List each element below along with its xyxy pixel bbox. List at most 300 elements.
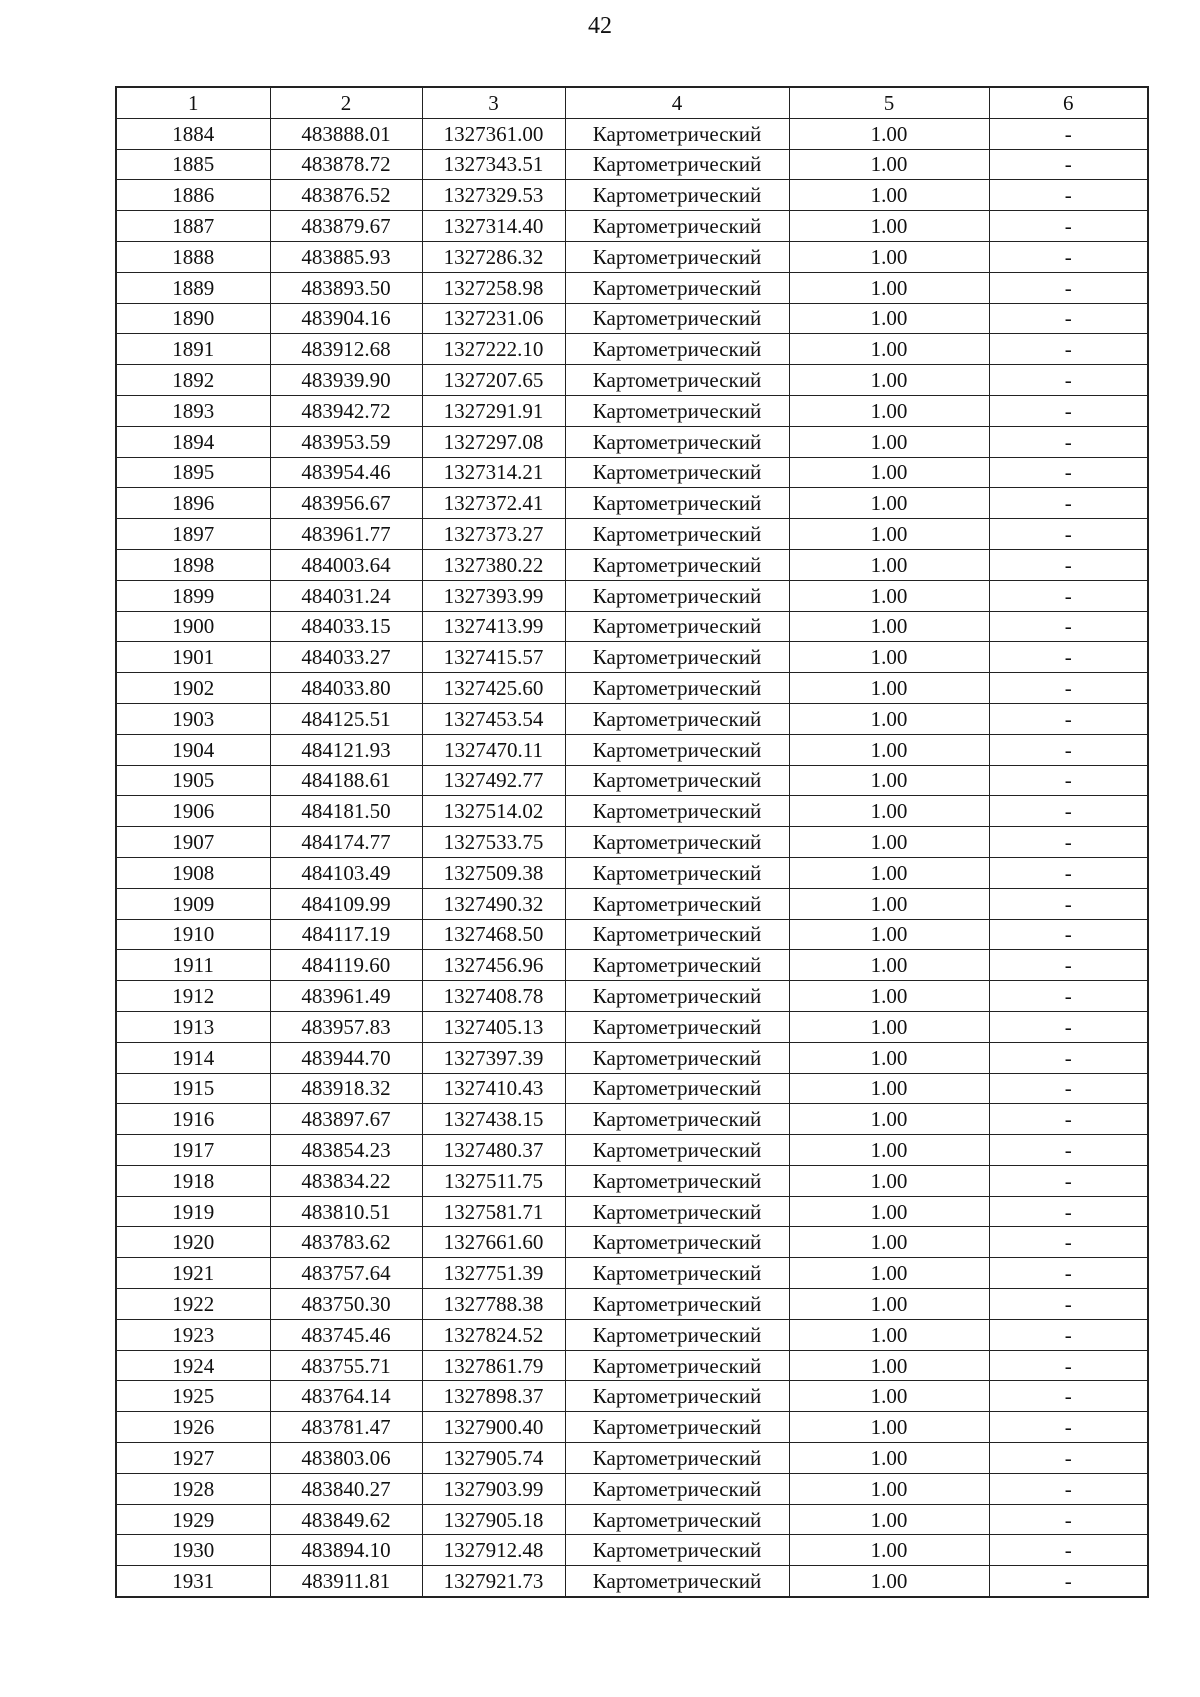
table-row (116, 673, 1148, 704)
cell-note: - (989, 241, 1148, 272)
table-row (116, 642, 1148, 673)
cell-accuracy: 1.00 (789, 211, 989, 242)
cell-method: Картометрический (565, 642, 789, 673)
cell-coordinate-x: 483745.46 (270, 1319, 422, 1350)
table-row (116, 950, 1148, 981)
cell-method: Картометрический (565, 118, 789, 149)
cell-note: - (989, 1196, 1148, 1227)
cell-note: - (989, 611, 1148, 642)
table-row (116, 1350, 1148, 1381)
cell-coordinate-y: 1327492.77 (422, 765, 565, 796)
cell-note: - (989, 765, 1148, 796)
table-row (116, 1135, 1148, 1166)
cell-accuracy: 1.00 (789, 549, 989, 580)
cell-coordinate-y: 1327425.60 (422, 673, 565, 704)
cell-note: - (989, 888, 1148, 919)
cell-coordinate-x: 483918.32 (270, 1073, 422, 1104)
cell-coordinate-y: 1327453.54 (422, 703, 565, 734)
cell-coordinate-y: 1327470.11 (422, 734, 565, 765)
cell-method: Картометрический (565, 1104, 789, 1135)
cell-accuracy: 1.00 (789, 1350, 989, 1381)
cell-coordinate-y: 1327533.75 (422, 827, 565, 858)
cell-note: - (989, 1504, 1148, 1535)
cell-note: - (989, 827, 1148, 858)
cell-method: Картометрический (565, 1443, 789, 1474)
table-row (116, 118, 1148, 149)
cell-coordinate-y: 1327514.02 (422, 796, 565, 827)
cell-coordinate-y: 1327222.10 (422, 334, 565, 365)
table-row (116, 827, 1148, 858)
cell-accuracy: 1.00 (789, 334, 989, 365)
cell-coordinate-x: 483849.62 (270, 1504, 422, 1535)
cell-coordinate-x: 483781.47 (270, 1412, 422, 1443)
cell-coordinate-x: 484119.60 (270, 950, 422, 981)
cell-coordinate-x: 483954.46 (270, 457, 422, 488)
cell-point-number: 1923 (116, 1319, 270, 1350)
cell-method: Картометрический (565, 457, 789, 488)
table-row (116, 580, 1148, 611)
table-row (116, 1289, 1148, 1320)
table-row (116, 1196, 1148, 1227)
cell-note: - (989, 950, 1148, 981)
table-row (116, 272, 1148, 303)
cell-accuracy: 1.00 (789, 1196, 989, 1227)
cell-method: Картометрический (565, 765, 789, 796)
cell-point-number: 1902 (116, 673, 270, 704)
table-row (116, 1165, 1148, 1196)
table-row (116, 1566, 1148, 1597)
cell-coordinate-y: 1327286.32 (422, 241, 565, 272)
column-header-3: 3 (422, 87, 565, 118)
cell-accuracy: 1.00 (789, 796, 989, 827)
cell-point-number: 1894 (116, 426, 270, 457)
cell-coordinate-x: 483904.16 (270, 303, 422, 334)
cell-coordinate-x: 483953.59 (270, 426, 422, 457)
cell-accuracy: 1.00 (789, 149, 989, 180)
cell-coordinate-x: 483757.64 (270, 1258, 422, 1289)
cell-accuracy: 1.00 (789, 1566, 989, 1597)
cell-accuracy: 1.00 (789, 365, 989, 396)
cell-accuracy: 1.00 (789, 1319, 989, 1350)
cell-note: - (989, 1535, 1148, 1566)
cell-coordinate-y: 1327372.41 (422, 488, 565, 519)
table-row (116, 611, 1148, 642)
table-row (116, 1042, 1148, 1073)
cell-accuracy: 1.00 (789, 703, 989, 734)
cell-point-number: 1898 (116, 549, 270, 580)
table-row (116, 395, 1148, 426)
cell-accuracy: 1.00 (789, 1073, 989, 1104)
cell-method: Картометрический (565, 827, 789, 858)
cell-point-number: 1931 (116, 1566, 270, 1597)
table-row (116, 549, 1148, 580)
cell-accuracy: 1.00 (789, 765, 989, 796)
cell-point-number: 1919 (116, 1196, 270, 1227)
cell-note: - (989, 303, 1148, 334)
cell-note: - (989, 796, 1148, 827)
cell-coordinate-x: 484188.61 (270, 765, 422, 796)
cell-accuracy: 1.00 (789, 827, 989, 858)
cell-point-number: 1912 (116, 981, 270, 1012)
cell-point-number: 1899 (116, 580, 270, 611)
cell-coordinate-x: 483897.67 (270, 1104, 422, 1135)
cell-coordinate-x: 483957.83 (270, 1011, 422, 1042)
cell-method: Картометрический (565, 888, 789, 919)
cell-coordinate-y: 1327393.99 (422, 580, 565, 611)
cell-coordinate-y: 1327405.13 (422, 1011, 565, 1042)
cell-coordinate-x: 484117.19 (270, 919, 422, 950)
cell-coordinate-x: 484121.93 (270, 734, 422, 765)
cell-point-number: 1927 (116, 1443, 270, 1474)
cell-coordinate-y: 1327410.43 (422, 1073, 565, 1104)
cell-point-number: 1920 (116, 1227, 270, 1258)
cell-method: Картометрический (565, 241, 789, 272)
table-row (116, 1258, 1148, 1289)
cell-accuracy: 1.00 (789, 1104, 989, 1135)
cell-accuracy: 1.00 (789, 1381, 989, 1412)
cell-point-number: 1911 (116, 950, 270, 981)
cell-coordinate-x: 483750.30 (270, 1289, 422, 1320)
cell-note: - (989, 1412, 1148, 1443)
cell-coordinate-x: 483911.81 (270, 1566, 422, 1597)
table-row (116, 241, 1148, 272)
cell-accuracy: 1.00 (789, 519, 989, 550)
cell-method: Картометрический (565, 334, 789, 365)
cell-method: Картометрический (565, 426, 789, 457)
cell-point-number: 1903 (116, 703, 270, 734)
cell-coordinate-x: 483854.23 (270, 1135, 422, 1166)
cell-coordinate-y: 1327413.99 (422, 611, 565, 642)
coordinates-table (115, 86, 1149, 1598)
cell-point-number: 1886 (116, 180, 270, 211)
cell-accuracy: 1.00 (789, 642, 989, 673)
cell-coordinate-x: 483961.77 (270, 519, 422, 550)
column-header-1: 1 (116, 87, 270, 118)
cell-method: Картометрический (565, 611, 789, 642)
cell-coordinate-x: 483956.67 (270, 488, 422, 519)
cell-coordinate-x: 484181.50 (270, 796, 422, 827)
cell-coordinate-x: 483888.01 (270, 118, 422, 149)
cell-method: Картометрический (565, 981, 789, 1012)
cell-method: Картометрический (565, 549, 789, 580)
cell-method: Картометрический (565, 180, 789, 211)
table-row (116, 488, 1148, 519)
cell-coordinate-y: 1327490.32 (422, 888, 565, 919)
cell-point-number: 1926 (116, 1412, 270, 1443)
cell-note: - (989, 919, 1148, 950)
table-row (116, 888, 1148, 919)
cell-point-number: 1905 (116, 765, 270, 796)
cell-method: Картометрический (565, 395, 789, 426)
cell-coordinate-x: 483885.93 (270, 241, 422, 272)
cell-point-number: 1891 (116, 334, 270, 365)
cell-note: - (989, 1350, 1148, 1381)
cell-accuracy: 1.00 (789, 1011, 989, 1042)
cell-note: - (989, 673, 1148, 704)
cell-point-number: 1887 (116, 211, 270, 242)
cell-accuracy: 1.00 (789, 1165, 989, 1196)
cell-accuracy: 1.00 (789, 488, 989, 519)
table-row (116, 149, 1148, 180)
cell-note: - (989, 180, 1148, 211)
table-row (116, 1473, 1148, 1504)
cell-accuracy: 1.00 (789, 180, 989, 211)
cell-note: - (989, 981, 1148, 1012)
cell-method: Картометрический (565, 1412, 789, 1443)
cell-coordinate-x: 484103.49 (270, 857, 422, 888)
cell-method: Картометрический (565, 1073, 789, 1104)
table-row (116, 1535, 1148, 1566)
cell-method: Картометрический (565, 1135, 789, 1166)
cell-coordinate-y: 1327343.51 (422, 149, 565, 180)
cell-method: Картометрический (565, 1535, 789, 1566)
cell-coordinate-y: 1327258.98 (422, 272, 565, 303)
cell-coordinate-y: 1327581.71 (422, 1196, 565, 1227)
table-row (116, 919, 1148, 950)
cell-method: Картометрический (565, 303, 789, 334)
column-header-6: 6 (989, 87, 1148, 118)
table-row (116, 734, 1148, 765)
cell-coordinate-y: 1327329.53 (422, 180, 565, 211)
cell-method: Картометрический (565, 1289, 789, 1320)
cell-coordinate-x: 484033.80 (270, 673, 422, 704)
cell-accuracy: 1.00 (789, 1227, 989, 1258)
cell-method: Картометрический (565, 1011, 789, 1042)
cell-point-number: 1901 (116, 642, 270, 673)
cell-point-number: 1914 (116, 1042, 270, 1073)
cell-coordinate-y: 1327898.37 (422, 1381, 565, 1412)
cell-coordinate-x: 483942.72 (270, 395, 422, 426)
cell-coordinate-x: 484109.99 (270, 888, 422, 919)
cell-method: Картометрический (565, 1042, 789, 1073)
cell-method: Картометрический (565, 519, 789, 550)
cell-coordinate-y: 1327380.22 (422, 549, 565, 580)
cell-point-number: 1904 (116, 734, 270, 765)
table-header-row (116, 87, 1148, 118)
cell-coordinate-y: 1327297.08 (422, 426, 565, 457)
table-row (116, 796, 1148, 827)
cell-coordinate-y: 1327751.39 (422, 1258, 565, 1289)
cell-note: - (989, 1011, 1148, 1042)
cell-note: - (989, 1073, 1148, 1104)
cell-method: Картометрический (565, 703, 789, 734)
table-row (116, 981, 1148, 1012)
cell-accuracy: 1.00 (789, 888, 989, 919)
cell-coordinate-y: 1327291.91 (422, 395, 565, 426)
cell-method: Картометрический (565, 796, 789, 827)
cell-coordinate-x: 483912.68 (270, 334, 422, 365)
table-row (116, 1381, 1148, 1412)
cell-method: Картометрический (565, 857, 789, 888)
cell-method: Картометрический (565, 1319, 789, 1350)
cell-method: Картометрический (565, 1350, 789, 1381)
cell-coordinate-y: 1327314.21 (422, 457, 565, 488)
cell-note: - (989, 1443, 1148, 1474)
table-row (116, 1443, 1148, 1474)
cell-point-number: 1889 (116, 272, 270, 303)
cell-coordinate-y: 1327480.37 (422, 1135, 565, 1166)
cell-point-number: 1892 (116, 365, 270, 396)
cell-method: Картометрический (565, 580, 789, 611)
cell-method: Картометрический (565, 1473, 789, 1504)
cell-method: Картометрический (565, 1381, 789, 1412)
table-row (116, 334, 1148, 365)
cell-accuracy: 1.00 (789, 303, 989, 334)
cell-method: Картометрический (565, 365, 789, 396)
cell-point-number: 1888 (116, 241, 270, 272)
cell-coordinate-x: 483755.71 (270, 1350, 422, 1381)
table-row (116, 1504, 1148, 1535)
cell-point-number: 1885 (116, 149, 270, 180)
cell-accuracy: 1.00 (789, 981, 989, 1012)
cell-accuracy: 1.00 (789, 241, 989, 272)
cell-method: Картометрический (565, 1196, 789, 1227)
cell-accuracy: 1.00 (789, 611, 989, 642)
cell-coordinate-y: 1327408.78 (422, 981, 565, 1012)
cell-point-number: 1910 (116, 919, 270, 950)
cell-point-number: 1895 (116, 457, 270, 488)
page-number: 42 (588, 13, 612, 39)
cell-coordinate-y: 1327900.40 (422, 1412, 565, 1443)
cell-point-number: 1900 (116, 611, 270, 642)
cell-method: Картометрический (565, 734, 789, 765)
cell-coordinate-y: 1327397.39 (422, 1042, 565, 1073)
cell-note: - (989, 457, 1148, 488)
cell-coordinate-y: 1327912.48 (422, 1535, 565, 1566)
cell-point-number: 1928 (116, 1473, 270, 1504)
cell-note: - (989, 1165, 1148, 1196)
cell-coordinate-y: 1327509.38 (422, 857, 565, 888)
cell-point-number: 1925 (116, 1381, 270, 1412)
cell-coordinate-y: 1327921.73 (422, 1566, 565, 1597)
cell-point-number: 1893 (116, 395, 270, 426)
cell-coordinate-y: 1327905.74 (422, 1443, 565, 1474)
cell-coordinate-y: 1327861.79 (422, 1350, 565, 1381)
cell-coordinate-x: 484003.64 (270, 549, 422, 580)
cell-point-number: 1930 (116, 1535, 270, 1566)
column-header-2: 2 (270, 87, 422, 118)
cell-note: - (989, 734, 1148, 765)
table-row (116, 457, 1148, 488)
cell-note: - (989, 211, 1148, 242)
cell-coordinate-x: 483893.50 (270, 272, 422, 303)
cell-note: - (989, 580, 1148, 611)
cell-accuracy: 1.00 (789, 1135, 989, 1166)
table-row (116, 1104, 1148, 1135)
cell-coordinate-x: 483783.62 (270, 1227, 422, 1258)
cell-note: - (989, 365, 1148, 396)
table-row (116, 1412, 1148, 1443)
cell-point-number: 1896 (116, 488, 270, 519)
cell-point-number: 1921 (116, 1258, 270, 1289)
cell-point-number: 1884 (116, 118, 270, 149)
cell-note: - (989, 149, 1148, 180)
cell-note: - (989, 857, 1148, 888)
cell-point-number: 1906 (116, 796, 270, 827)
cell-note: - (989, 1566, 1148, 1597)
cell-accuracy: 1.00 (789, 580, 989, 611)
cell-coordinate-y: 1327415.57 (422, 642, 565, 673)
cell-point-number: 1890 (116, 303, 270, 334)
cell-coordinate-y: 1327207.65 (422, 365, 565, 396)
cell-coordinate-x: 483764.14 (270, 1381, 422, 1412)
cell-accuracy: 1.00 (789, 1412, 989, 1443)
cell-point-number: 1897 (116, 519, 270, 550)
cell-coordinate-y: 1327231.06 (422, 303, 565, 334)
cell-note: - (989, 549, 1148, 580)
cell-coordinate-x: 484174.77 (270, 827, 422, 858)
cell-note: - (989, 488, 1148, 519)
cell-method: Картометрический (565, 211, 789, 242)
cell-method: Картометрический (565, 1504, 789, 1535)
cell-note: - (989, 426, 1148, 457)
cell-coordinate-x: 483879.67 (270, 211, 422, 242)
table-row (116, 519, 1148, 550)
cell-coordinate-y: 1327511.75 (422, 1165, 565, 1196)
table-row (116, 211, 1148, 242)
cell-coordinate-x: 483894.10 (270, 1535, 422, 1566)
table-body (116, 118, 1148, 1597)
cell-accuracy: 1.00 (789, 1042, 989, 1073)
cell-note: - (989, 1289, 1148, 1320)
cell-method: Картометрический (565, 1165, 789, 1196)
table-row (116, 365, 1148, 396)
table-row (116, 765, 1148, 796)
cell-method: Картометрический (565, 950, 789, 981)
cell-accuracy: 1.00 (789, 1535, 989, 1566)
cell-point-number: 1907 (116, 827, 270, 858)
cell-point-number: 1916 (116, 1104, 270, 1135)
table-row (116, 1227, 1148, 1258)
cell-point-number: 1924 (116, 1350, 270, 1381)
table-row (116, 703, 1148, 734)
table-row (116, 303, 1148, 334)
cell-point-number: 1922 (116, 1289, 270, 1320)
cell-coordinate-x: 483944.70 (270, 1042, 422, 1073)
cell-accuracy: 1.00 (789, 1473, 989, 1504)
cell-coordinate-x: 483840.27 (270, 1473, 422, 1504)
cell-note: - (989, 1135, 1148, 1166)
cell-coordinate-x: 483810.51 (270, 1196, 422, 1227)
cell-accuracy: 1.00 (789, 426, 989, 457)
cell-point-number: 1915 (116, 1073, 270, 1104)
cell-coordinate-x: 483961.49 (270, 981, 422, 1012)
table-row (116, 426, 1148, 457)
cell-point-number: 1909 (116, 888, 270, 919)
table-row (116, 1319, 1148, 1350)
cell-point-number: 1918 (116, 1165, 270, 1196)
cell-accuracy: 1.00 (789, 1504, 989, 1535)
cell-coordinate-y: 1327361.00 (422, 118, 565, 149)
cell-coordinate-y: 1327438.15 (422, 1104, 565, 1135)
cell-note: - (989, 1319, 1148, 1350)
cell-accuracy: 1.00 (789, 1258, 989, 1289)
table-row (116, 1073, 1148, 1104)
table-row (116, 1011, 1148, 1042)
cell-accuracy: 1.00 (789, 673, 989, 704)
cell-accuracy: 1.00 (789, 1289, 989, 1320)
cell-note: - (989, 1104, 1148, 1135)
cell-note: - (989, 1042, 1148, 1073)
cell-method: Картометрический (565, 1227, 789, 1258)
cell-coordinate-y: 1327314.40 (422, 211, 565, 242)
cell-coordinate-y: 1327905.18 (422, 1504, 565, 1535)
cell-coordinate-y: 1327788.38 (422, 1289, 565, 1320)
cell-note: - (989, 1227, 1148, 1258)
cell-method: Картометрический (565, 1566, 789, 1597)
cell-note: - (989, 1473, 1148, 1504)
table-row (116, 180, 1148, 211)
